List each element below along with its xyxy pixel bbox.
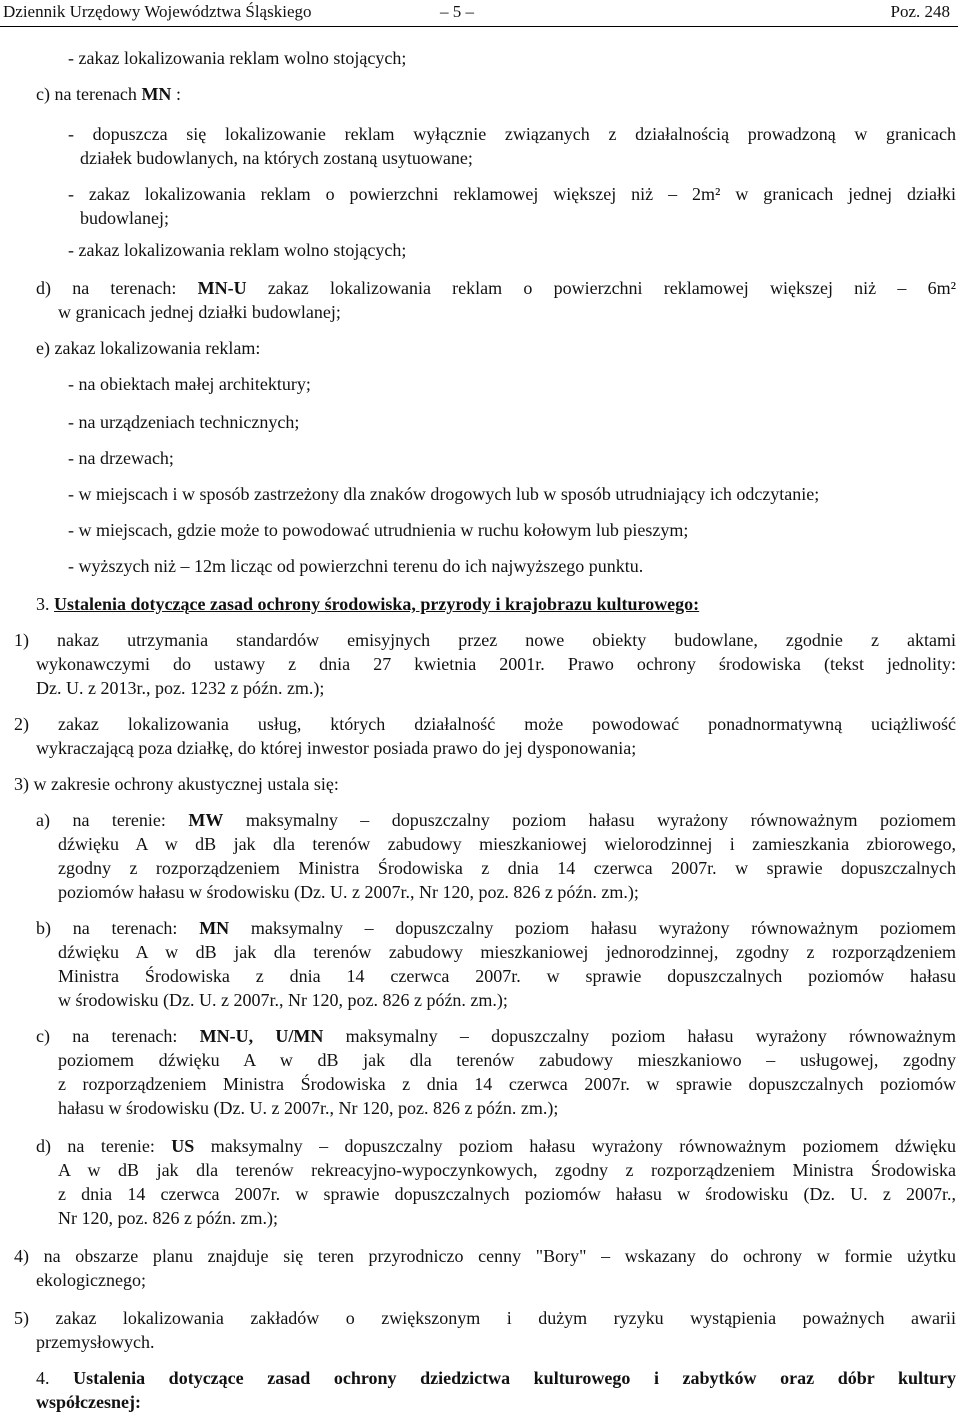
text-line: - na obiektach małej architektury; xyxy=(68,374,311,394)
text-line: w granicach jednej działki budowlanej; xyxy=(58,302,341,322)
text-line: 2) zakaz lokalizowania usług, których działalność może powodować ponadnormatywną uciążliwość xyxy=(14,714,956,734)
text-line: - zakaz lokalizowania reklam wolno stojących; xyxy=(68,240,407,260)
text-line: poziomem dźwięku A w dB jak dla terenów zabudowy mieszkaniowo – usługowej, zgodny xyxy=(58,1050,956,1070)
text-line: - zakaz lokalizowania reklam o powierzchni reklamowej większej niż – 2m² w granicach jednej działki xyxy=(68,184,956,204)
text-line: c) na terenach MN : xyxy=(36,84,181,104)
text-line: c) na terenach: MN-U, U/MN maksymalny – dopuszczalny poziom hałasu wyrażony równoważnym xyxy=(36,1026,956,1046)
text-line: 4) na obszarze planu znajduje się teren przyrodniczo cenny "Bory" – wskazany do ochrony w formie użytku xyxy=(14,1246,956,1266)
text-line: - na urządzeniach technicznych; xyxy=(68,412,300,432)
text-line: Ministra Środowiska z dnia 14 czerwca 2007r. w sprawie dopuszczalnych poziomów hałasu xyxy=(58,966,956,986)
text-line: 3) w zakresie ochrony akustycznej ustala się: xyxy=(14,774,339,794)
text-line: poziomów hałasu w środowisku (Dz. U. z 2007r., Nr 120, poz. 826 z późn. zm.); xyxy=(58,882,639,902)
journal-name: Dziennik Urzędowy Województwa Śląskiego xyxy=(3,2,312,21)
text-line: budowlanej; xyxy=(80,208,169,228)
text-line: A w dB jak dla terenów rekreacyjno-wypoczynkowych, zgodny z rozporządzeniem Ministra Środowiska xyxy=(58,1160,956,1180)
text-line: zgodny z rozporządzeniem Ministra Środowiska z dnia 14 czerwca 2007r. w sprawie dopuszczalnych xyxy=(58,858,956,878)
text-line: - zakaz lokalizowania reklam wolno stojących; xyxy=(68,48,407,68)
text-line: d) na terenie: US maksymalny – dopuszczalny poziom hałasu wyrażony równoważnym poziomem dźwięku xyxy=(36,1136,956,1156)
text-line: z rozporządzeniem Ministra Środowiska z dnia 14 czerwca 2007r. w sprawie dopuszczalnych poziomów xyxy=(58,1074,956,1094)
text-line: Nr 120, poz. 826 z późn. zm.); xyxy=(58,1208,278,1228)
text-line: działek budowlanych, na których zostaną usytuowane; xyxy=(80,148,473,168)
text-line: ekologicznego; xyxy=(36,1270,146,1290)
text-line: wykonawczymi do ustawy z dnia 27 kwietnia 2001r. Prawo ochrony środowiska (tekst jednolity: xyxy=(36,654,956,674)
section-4-heading: 4. Ustalenia dotyczące zasad ochrony dziedzictwa kulturowego i zabytków oraz dóbr kultury xyxy=(36,1368,956,1388)
text-line: - wyższych niż – 12m licząc od powierzchni terenu do ich najwyższego punktu. xyxy=(68,556,644,576)
text-line: 1) nakaz utrzymania standardów emisyjnych przez nowe obiekty budowlane, zgodnie z aktami xyxy=(14,630,956,650)
section-4-heading-cont: współczesnej: xyxy=(36,1392,141,1412)
text-line: a) na terenie: MW maksymalny – dopuszczalny poziom hałasu wyrażony równoważnym poziomem xyxy=(36,810,956,830)
position-number: Poz. 248 xyxy=(890,2,950,21)
section-3-heading: 3. Ustalenia dotyczące zasad ochrony środowiska, przyrody i krajobrazu kulturowego: xyxy=(36,594,700,614)
text-line: wykraczającą poza działkę, do której inwestor posiada prawo do jej dysponowania; xyxy=(36,738,637,758)
text-line: hałasu w środowisku (Dz. U. z 2007r., Nr 120, poz. 826 z późn. zm.); xyxy=(58,1098,559,1118)
text-line: Dz. U. z 2013r., poz. 1232 z późn. zm.); xyxy=(36,678,325,698)
text-line: e) zakaz lokalizowania reklam: xyxy=(36,338,261,358)
text-line: - na drzewach; xyxy=(68,448,174,468)
text-line: - w miejscach, gdzie może to powodować utrudnienia w ruchu kołowym lub pieszym; xyxy=(68,520,689,540)
text-line: - dopuszcza się lokalizowanie reklam wyłącznie związanych z działalnością prowadzoną w granicach xyxy=(68,124,956,144)
page-number: – 5 – xyxy=(440,2,474,21)
text-line: dźwięku A w dB jak dla terenów zabudowy mieszkaniowej wielorodzinnej i zamieszkania zbiorowego, xyxy=(58,834,956,854)
text-line: dźwięku A w dB jak dla terenów zabudowy mieszkaniowej jednorodzinnej, zgodny z rozporządzeniem xyxy=(58,942,956,962)
text-line: - w miejscach i w sposób zastrzeżony dla znaków drogowych lub w sposób utrudniający ich odczytanie; xyxy=(68,484,820,504)
text-line: z dnia 14 czerwca 2007r. w sprawie dopuszczalnych poziomów hałasu w środowisku (Dz. U. z 2007r., xyxy=(58,1184,956,1204)
text-line: przemysłowych. xyxy=(36,1332,155,1352)
page-header xyxy=(0,0,958,27)
text-line: 5) zakaz lokalizowania zakładów o zwiększonym i dużym ryzyku wystąpienia poważnych awarii xyxy=(14,1308,956,1328)
text-line: b) na terenach: MN maksymalny – dopuszczalny poziom hałasu wyrażony równoważnym poziomem xyxy=(36,918,957,938)
text-line: d) na terenach: MN-U zakaz lokalizowania reklam o powierzchni reklamowej większej niż – 6m² xyxy=(36,278,956,298)
text-line: w środowisku (Dz. U. z 2007r., Nr 120, poz. 826 z późn. zm.); xyxy=(58,990,508,1010)
